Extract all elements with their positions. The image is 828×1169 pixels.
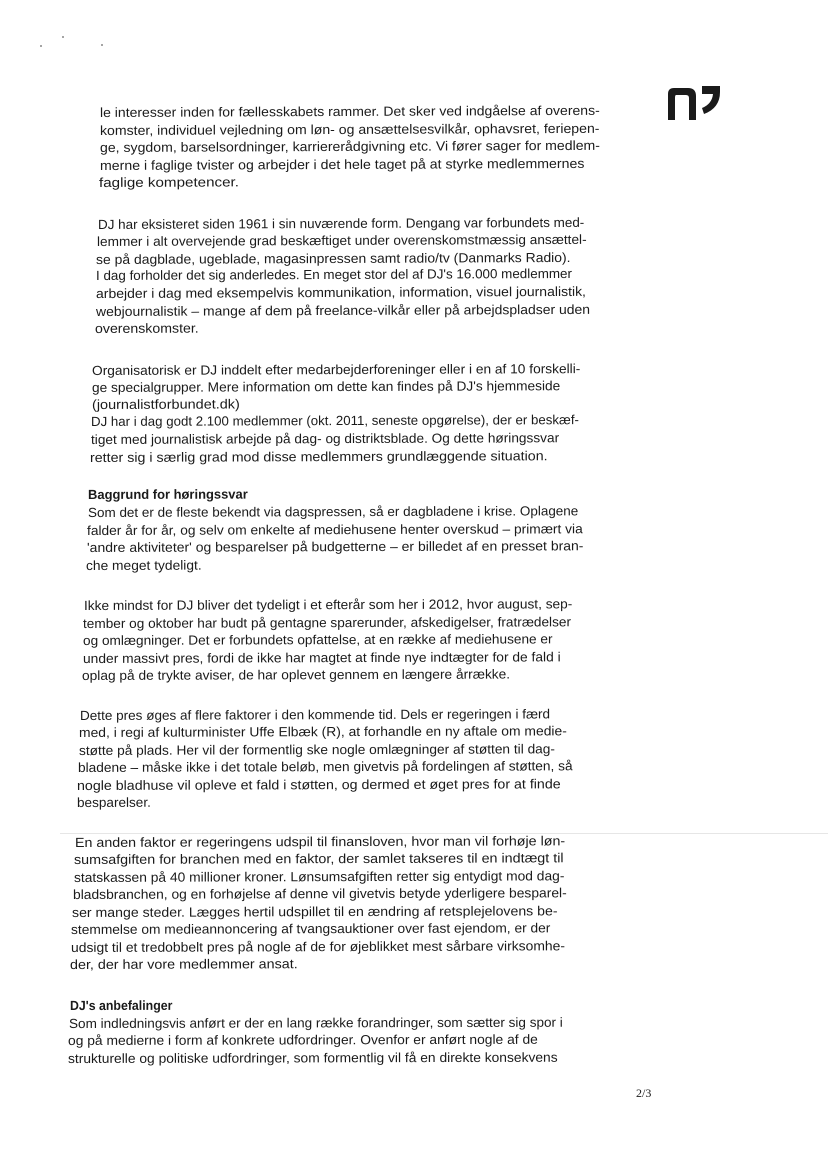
text-line: webjournalistik – mange af dem på freelance-vilkår eller på arbejdspladser uden — [95, 301, 591, 319]
text-line: og på medierne i form af konkrete udfordringer. Ovenfor er anført nogle af de — [67, 1031, 538, 1048]
page-number: 2/3 — [636, 1086, 652, 1100]
text-line: statskassen på 40 millioner kroner. Lønsumsafgiften retter sig entydigt mod dag- — [73, 868, 565, 885]
text-line: DJ har i dag godt 2.100 medlemmer (okt. 2011, seneste opgørelse), der er beskæf- — [90, 412, 579, 429]
text-line: nogle bladhuse vil opleve et fald i støtten, og dermed et øget pres for at finde — [76, 776, 561, 793]
text-line: che meget tydeligt. — [85, 557, 202, 573]
scan-speck — [40, 45, 42, 47]
text-line: bladene – måske ikke i det totale beløb, men givetvis på fordelingen af støtten, så — [77, 758, 573, 775]
text-line: retter sig i særlig grad mod disse medlemmers grundlæggende situation. — [89, 448, 548, 465]
text-line: der, der har vore medlemmer ansat. — [69, 956, 298, 972]
text-line: Som det er de fleste bekendt via dagspressen, så er dagbladene i krise. Oplagene — [87, 503, 579, 520]
text-line: overenskomster. — [94, 320, 199, 336]
text-line: arbejder i dag med eksempelvis kommunikation, information, visuel journalistik, — [95, 283, 586, 301]
text-line: En anden faktor er regeringens udspil til finansloven, hvor man vil forhøje løn- — [74, 833, 566, 850]
dj-logo-icon — [664, 80, 724, 124]
text-line: I dag forholder det sig anderledes. En meget stor del af DJ's 16.000 medlemmer — [95, 265, 572, 283]
text-line: le interesser inden for fællesskabets rammer. Det sker ved indgåelse af overens- — [99, 102, 600, 120]
text-line: komster, individuel vejledning om løn- og ansættelsesvilkår, ophavsret, feriepen- — [99, 120, 600, 138]
text-line: Dette pres øges af flere faktorer i den kommende tid. Dels er regeringen i færd — [79, 706, 551, 723]
text-line: tember og oktober har budt på gentagne sparerunder, afskedigelser, fratrædelser — [82, 614, 571, 631]
text-line: Ikke mindst for DJ bliver det tydeligt i et efterår som her i 2012, hvor august, sep- — [83, 596, 573, 613]
text-line: udsigt til et tredobbelt pres på nogle af de for øjeblikket mest sårbare virksomhe- — [70, 938, 566, 955]
text-line: bladsbranchen, og en forhøjelse af denne vil givetvis betyde yderligere besparel- — [72, 885, 567, 902]
text-line: (journalistforbundet.dk) — [91, 396, 240, 412]
text-line: sumsafgiften for branchen med en faktor, der samlet takseres til en indtægt til — [73, 850, 564, 867]
scan-speck — [101, 44, 103, 46]
text-line: oplag på de trykte aviser, de har oplevet gennem en længere årrække. — [81, 666, 511, 683]
text-line: lemmer i alt overvejende grad beskæftiget under overenskomstmæssig ansættel- — [96, 231, 587, 249]
text-line: med, i regi af kulturminister Uffe Elbæk (R), at forhandle en ny aftale om medie- — [78, 723, 567, 740]
section-heading: Baggrund for høringssvar — [87, 486, 248, 502]
text-line: strukturelle og politiske udfordringer, som formentlig vil få en direkte konsekvens — [67, 1049, 558, 1066]
text-line: støtte på plads. Her vil der formentlig ske nogle omlægninger af støtten til dag- — [78, 741, 556, 758]
text-line: ge specialgrupper. Mere information om dette kan findes på DJ's hjemmeside — [91, 378, 561, 395]
text-line: DJ har eksisteret siden 1961 i sin nuværende form. Dengang var forbundets med- — [97, 214, 585, 232]
text-line: ge, sygdom, barselsordninger, karriererådgivning etc. Vi fører sager for medlem- — [99, 137, 600, 155]
text-line: se på dagblade, ugeblade, magasinpressen samt radio/tv (Danmarks Radio). — [95, 249, 571, 267]
scan-speck — [62, 36, 64, 38]
text-line: tiget med journalistisk arbejde på dag- og distriktsblade. Og dette høringssvar — [90, 430, 560, 447]
text-line: falder år for år, og selv om enkelte af mediehusene henter overskud – primært via — [86, 521, 583, 538]
text-line: stemmelse om medieannoncering af tvangsauktioner over fast ejendom, er der — [70, 920, 551, 937]
text-line: Organisatorisk er DJ inddelt efter medarbejderforeninger eller i en af 10 forskelli- — [91, 361, 581, 378]
text-line: under massivt pres, fordi de ikke har magtet at finde nye indtægter for de fald i — [82, 649, 561, 666]
text-line: og omlægninger. Det er forbundets opfattelse, at en række af mediehusene er — [82, 631, 553, 648]
section-heading: DJ's anbefalinger — [69, 997, 173, 1013]
text-line: faglige kompetencer. — [98, 174, 239, 190]
text-line: 'andre aktiviteter' og besparelser på budgetterne – er billedet af en presset bran- — [86, 538, 584, 555]
text-line: besparelser. — [76, 794, 151, 810]
text-line: merne i faglige tvister og arbejder i det hele taget på at styrke medlemmernes — [99, 155, 585, 173]
text-line: ser mange steder. Lægges hertil udspillet til en ændring af retsplejelovens be- — [71, 903, 558, 920]
text-line: Som indledningsvis anført er der en lang række forandringer, som sætter sig spor i — [68, 1014, 563, 1031]
